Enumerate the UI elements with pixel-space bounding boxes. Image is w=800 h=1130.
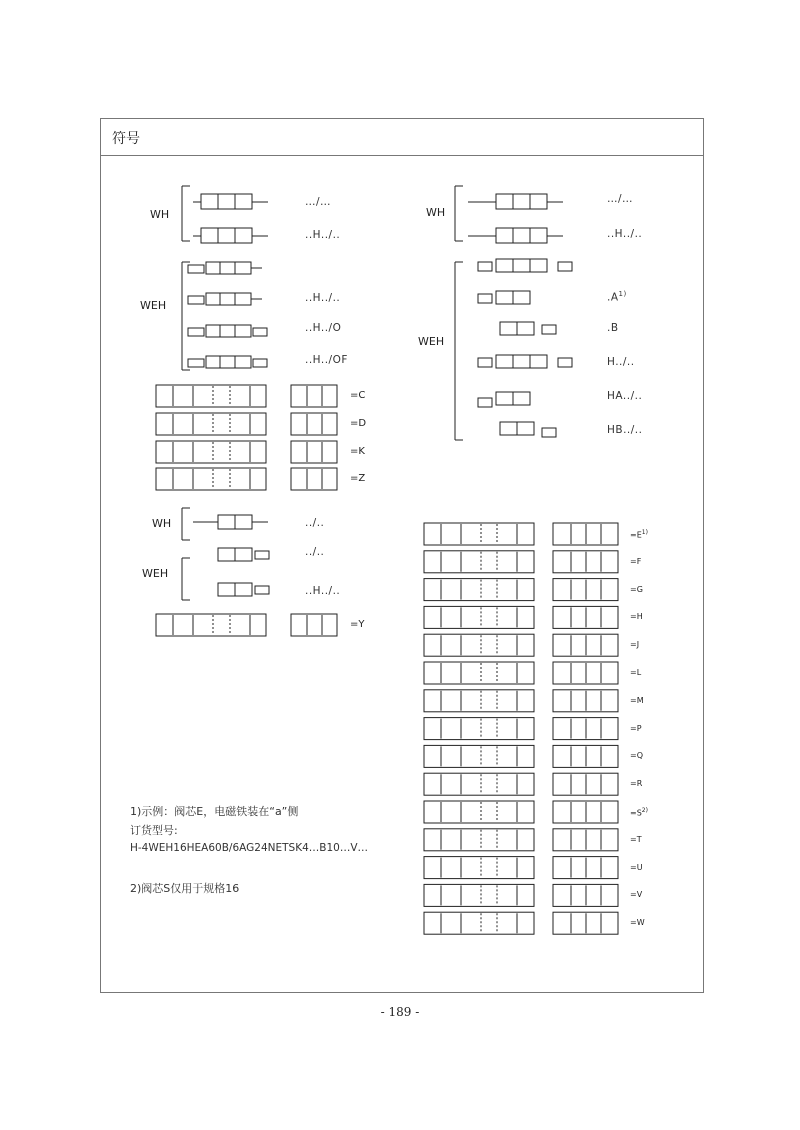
note-order-code: H-4WEH16HEA60B/6AG24NETSK4…B10…V… (130, 842, 369, 854)
spool-code (630, 890, 642, 899)
code-label (607, 290, 627, 304)
spool-code (630, 557, 641, 566)
code-label: HA../.. (607, 390, 643, 402)
spool-code: =Y (350, 619, 365, 630)
spool-code-text: =E (630, 530, 642, 540)
code-label: ..H../.. (607, 228, 643, 240)
spool-code-text: =U (630, 862, 643, 872)
note-example: 1)示例：阀芯E，电磁铁装在“a”侧 (130, 805, 299, 818)
code-label: .B (607, 322, 619, 334)
spool-code-text: =V (630, 890, 643, 900)
spool-code-text: =L (630, 668, 642, 677)
group-label-weh: WEH (142, 567, 169, 580)
spool-code-text: =F (630, 556, 642, 566)
code-label: ../.. (305, 546, 325, 558)
code-label: …/… (305, 196, 332, 208)
spool-code-text: =M (630, 695, 644, 705)
spool-code-text: =J (630, 640, 640, 650)
code-a: .A (607, 291, 619, 304)
spool-code-text: =T (630, 834, 642, 844)
spool-code-text: =W (630, 918, 645, 928)
spool-code (630, 668, 641, 677)
footnote-mark: 1) (641, 529, 648, 536)
spool-code (630, 585, 643, 594)
code-label: HB../.. (607, 424, 643, 436)
group-label-weh: WEH (418, 335, 445, 348)
spool-code-text: =S (630, 808, 642, 818)
code-label: ../.. (305, 517, 325, 529)
spool-code-text: =R (630, 779, 643, 789)
group-label-weh: WEH (140, 299, 167, 312)
spool-code (630, 640, 639, 649)
spool-code (630, 918, 645, 927)
page-number: - 189 - (380, 1005, 420, 1019)
code-label: ..H../OF (305, 354, 348, 366)
spool-code (630, 612, 643, 621)
spool-code: =Z (350, 473, 366, 484)
spool-code: =K (350, 446, 365, 457)
code-label: H../.. (607, 356, 635, 368)
panel-title: 符号 (112, 131, 140, 147)
spool-code (630, 807, 648, 818)
spool-code (630, 863, 643, 872)
footnote-mark: 1) (618, 290, 627, 298)
spool-code (630, 751, 643, 760)
spool-code-text: =P (630, 723, 642, 733)
code-label: ..H../.. (305, 229, 341, 241)
spool-code (630, 696, 644, 705)
spool-code (630, 529, 648, 540)
code-label: …/… (607, 193, 634, 205)
note-order-label: 订货型号: (130, 824, 178, 837)
code-label: ..H../.. (305, 292, 341, 304)
spool-code-text: =Q (630, 751, 643, 761)
spool-code (630, 779, 642, 788)
spool-code-text: =G (630, 584, 643, 594)
spool-code (630, 724, 642, 733)
code-label: ..H../O (305, 322, 342, 334)
group-label-wh: WH (152, 517, 172, 530)
spool-code-text: =H (630, 612, 643, 622)
footnote-mark: 2) (641, 807, 648, 814)
spool-code (630, 835, 642, 844)
note-spool-s: 2)阀芯S仅用于规格16 (130, 882, 240, 895)
spool-code: =C (350, 390, 366, 401)
code-label: ..H../.. (305, 585, 341, 597)
spool-code: =D (350, 418, 367, 429)
group-label-wh: WH (426, 206, 446, 219)
group-label-wh: WH (150, 208, 170, 221)
